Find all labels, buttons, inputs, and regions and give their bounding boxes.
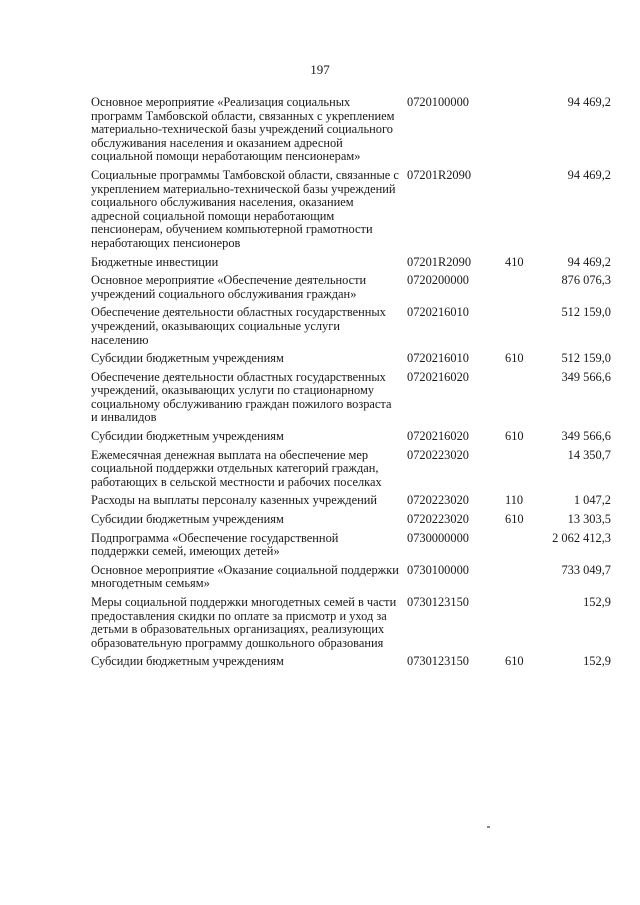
row-expense-type bbox=[495, 306, 533, 352]
row-code: 07201R2090 bbox=[407, 167, 472, 182]
row-code: 0720100000 bbox=[407, 95, 469, 109]
row-name: Социальные программы Тамбовской области, связанные с укреплением материально-технической базы учреждений социального обслуживания населения, оказанием адресной социальной помощи неработающим пенсионерам, обучением компьютерной грамотности неработающих пенсионеров bbox=[91, 167, 399, 250]
row-code: 0720216020 bbox=[407, 369, 469, 384]
row-amount: 2 062 412,3 bbox=[552, 530, 611, 545]
row-name: Основное мероприятие «Оказание социальной поддержки многодетным семьям» bbox=[91, 562, 399, 591]
row-code: 0730123150 bbox=[407, 595, 469, 609]
row-name: Расходы на выплаты персоналу казенных учреждений bbox=[91, 493, 377, 508]
row-name: Обеспечение деятельности областных государственных учреждений, оказывающих услуги по стационарному социальному обслуживанию граждан пожилого возраста и инвалидов bbox=[91, 369, 392, 425]
row-code: 0720223020 bbox=[407, 447, 469, 462]
table-row bbox=[91, 256, 611, 275]
row-expense-type: 410 bbox=[505, 254, 524, 269]
row-expense-type: 610 bbox=[505, 429, 524, 444]
page-number: 197 bbox=[310, 62, 330, 77]
row-code: 0720216010 bbox=[407, 351, 469, 366]
table-row bbox=[91, 352, 611, 371]
table-row bbox=[91, 371, 611, 430]
table-row bbox=[91, 169, 611, 256]
row-code: 0730000000 bbox=[407, 530, 469, 545]
row-name: Подпрограмма «Обеспечение государственной поддержки семей, имеющих детей» bbox=[91, 530, 339, 559]
row-expense-type: 110 bbox=[505, 493, 524, 508]
row-name: Бюджетные инвестиции bbox=[91, 254, 219, 269]
row-name: Обеспечение деятельности областных государственных учреждений, оказывающих социальные услуги населению bbox=[91, 305, 386, 347]
row-amount: 876 076,3 bbox=[561, 273, 611, 288]
table-row bbox=[91, 306, 611, 352]
row-expense-type: 610 bbox=[505, 512, 524, 527]
row-expense-type bbox=[495, 274, 533, 306]
row-amount: 13 303,5 bbox=[567, 512, 611, 527]
row-code: 0730100000 bbox=[407, 562, 469, 577]
row-amount: 512 159,0 bbox=[561, 351, 611, 366]
row-amount: 94 469,2 bbox=[567, 254, 611, 269]
table-row bbox=[91, 430, 611, 449]
row-amount: 733 049,7 bbox=[561, 562, 611, 577]
row-expense-type bbox=[495, 564, 533, 596]
table-row bbox=[91, 532, 611, 564]
budget-table-body bbox=[91, 96, 611, 674]
row-expense-type bbox=[495, 596, 533, 655]
row-name: Ежемесячная денежная выплата на обеспечение мер социальной поддержки отдельных категорий граждан, работающих в сельской местности и рабочих поселках bbox=[91, 447, 382, 489]
row-amount: 349 566,6 bbox=[561, 429, 611, 444]
row-expense-type bbox=[495, 169, 533, 256]
row-name: Субсидии бюджетным учреждениям bbox=[91, 654, 284, 669]
row-amount: 1 047,2 bbox=[573, 493, 611, 508]
table-row bbox=[91, 96, 611, 169]
scan-mark bbox=[487, 826, 490, 828]
row-expense-type bbox=[495, 371, 533, 430]
table-row bbox=[91, 274, 611, 306]
row-name: Субсидии бюджетным учреждениям bbox=[91, 351, 284, 366]
row-code: 0720216010 bbox=[407, 305, 469, 320]
row-amount: 14 350,7 bbox=[567, 447, 611, 462]
row-code: 0730123150 bbox=[407, 654, 469, 669]
row-name: Субсидии бюджетным учреждениям bbox=[91, 512, 284, 527]
row-name: Основное мероприятие «Реализация социальных программ Тамбовской области, связанных с укреплением материально-технической базы учреждений социального обслуживания населения и оказанием адресной социальной помощи неработающим пенсионерам» bbox=[91, 95, 395, 164]
row-amount: 94 469,2 bbox=[567, 95, 611, 109]
row-code: 0720223020 bbox=[407, 512, 469, 527]
row-expense-type: 610 bbox=[505, 654, 524, 669]
row-code: 0720223020 bbox=[407, 493, 469, 508]
row-amount: 152,9 bbox=[583, 595, 611, 609]
row-name: Субсидии бюджетным учреждениям bbox=[91, 429, 284, 444]
row-expense-type: 610 bbox=[505, 351, 524, 366]
row-expense-type bbox=[495, 449, 533, 495]
row-name: Основное мероприятие «Обеспечение деятельности учреждений социального обслуживания граждан» bbox=[91, 273, 367, 301]
row-amount: 349 566,6 bbox=[561, 369, 611, 384]
row-name: Меры социальной поддержки многодетных семей в части предоставления скидки по оплате за присмотр и уход за детьми в образовательных организациях, реализующих образовательную программу дошкольного образования bbox=[91, 595, 397, 650]
table-row bbox=[91, 596, 611, 655]
row-code: 0720216020 bbox=[407, 429, 469, 444]
row-code: 07201R2090 bbox=[407, 254, 472, 269]
table-row bbox=[91, 655, 611, 674]
budget-table bbox=[91, 96, 611, 674]
row-amount: 512 159,0 bbox=[561, 305, 611, 320]
row-amount: 152,9 bbox=[583, 654, 611, 669]
table-row bbox=[91, 564, 611, 596]
table-row bbox=[91, 513, 611, 532]
row-code: 0720200000 bbox=[407, 273, 469, 288]
row-amount: 94 469,2 bbox=[567, 167, 611, 182]
row-expense-type bbox=[495, 532, 533, 564]
row-expense-type bbox=[495, 96, 533, 169]
table-row bbox=[91, 494, 611, 513]
table-row bbox=[91, 449, 611, 495]
